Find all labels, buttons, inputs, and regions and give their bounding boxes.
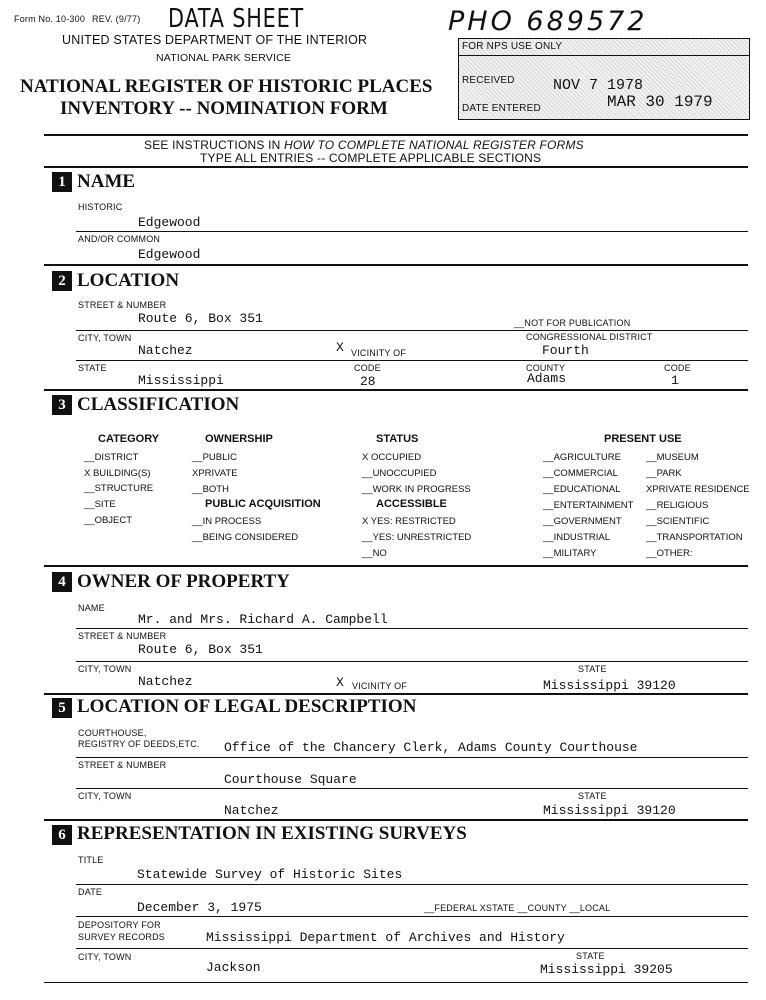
owner-state-value: Mississippi 39120 — [543, 678, 676, 693]
owner-name-value: Mr. and Mrs. Richard A. Campbell — [138, 612, 388, 627]
depository-city-label: CITY, TOWN — [78, 952, 132, 962]
street-number-label: STREET & NUMBER — [78, 300, 167, 310]
section-1-number: 1 — [52, 172, 72, 192]
ownership-heading: OWNERSHIP — [205, 433, 273, 445]
instructions-line1: SEE INSTRUCTIONS IN HOW TO COMPLETE NATIONAL REGISTER FORMS — [144, 138, 584, 152]
section-5-number: 5 — [52, 698, 72, 718]
owner-city-label: CITY, TOWN — [78, 664, 132, 674]
section-6-title: REPRESENTATION IN EXISTING SURVEYS — [77, 823, 467, 844]
received-label: RECEIVED — [462, 75, 515, 86]
county-code-value: 1 — [671, 373, 679, 388]
courthouse-value: Office of the Chancery Clerk, Adams County Courthouse — [224, 740, 638, 755]
state-value: Mississippi — [138, 373, 224, 388]
category-site: __SITE — [84, 499, 116, 510]
state-code-label: CODE — [354, 363, 381, 373]
use-scientific: __SCIENTIFIC — [646, 516, 710, 527]
congressional-district-value: Fourth — [542, 343, 589, 358]
survey-date-label: DATE — [78, 887, 103, 897]
legal-street-value: Courthouse Square — [224, 772, 357, 787]
category-district: __DISTRICT — [84, 452, 139, 463]
legal-state-value: Mississippi 39120 — [543, 803, 676, 818]
survey-levels: __FEDERAL XSTATE __COUNTY __LOCAL — [424, 903, 611, 913]
date-entered-stamp: MAR 30 1979 — [607, 93, 713, 111]
use-park: __PARK — [646, 468, 682, 479]
courthouse-label-line2: REGISTRY OF DEEDS,ETC. — [78, 739, 200, 749]
depository-state-label: STATE — [576, 951, 605, 961]
category-buildings: X BUILDING(S) — [84, 468, 151, 479]
congressional-district-label: CONGRESSIONAL DISTRICT — [526, 332, 653, 342]
status-heading: STATUS — [376, 433, 419, 445]
state-label: STATE — [78, 363, 107, 373]
county-label: COUNTY — [526, 363, 566, 373]
legal-street-label: STREET & NUMBER — [78, 760, 167, 770]
department-name: UNITED STATES DEPARTMENT OF THE INTERIOR — [62, 33, 368, 47]
use-military: __MILITARY — [543, 548, 597, 559]
depository-label-line2: SURVEY RECORDS — [78, 932, 165, 942]
category-structure: __STRUCTURE — [84, 483, 154, 494]
form-title-line1: NATIONAL REGISTER OF HISTORIC PLACES — [20, 76, 433, 97]
use-museum: __MUSEUM — [646, 452, 699, 463]
section-1-title: NAME — [77, 171, 136, 192]
historic-label: HISTORIC — [78, 202, 123, 212]
common-name-value: Edgewood — [138, 247, 201, 262]
courthouse-label-line1: COURTHOUSE, — [78, 728, 147, 738]
depository-label-line1: DEPOSITORY FOR — [78, 920, 161, 930]
owner-city-value: Natchez — [138, 674, 193, 689]
form-number: Form No. 10-300 — [14, 14, 86, 24]
use-private-residence: XPRIVATE RESIDENCE — [646, 484, 750, 495]
depository-value: Mississippi Department of Archives and History — [206, 930, 565, 945]
date-entered-label: DATE ENTERED — [462, 103, 541, 114]
public-acquisition-heading: PUBLIC ACQUISITION — [205, 498, 321, 510]
survey-title-value: Statewide Survey of Historic Sites — [137, 867, 403, 882]
received-date-stamp: NOV 7 1978 — [553, 77, 644, 94]
city-value: Natchez — [138, 343, 193, 358]
depository-state-value: Mississippi 39205 — [540, 962, 673, 977]
legal-city-label: CITY, TOWN — [78, 791, 132, 801]
section-6-number: 6 — [52, 825, 72, 845]
data-sheet-stamp: DATA SHEET — [168, 4, 305, 34]
status-occupied: X OCCUPIED — [362, 452, 422, 463]
present-use-heading: PRESENT USE — [604, 433, 682, 445]
form-revision: REV. (9/77) — [92, 14, 141, 24]
accessible-unrestricted: __YES: UNRESTRICTED — [362, 532, 472, 543]
owner-vicinity-label: VICINITY OF — [352, 681, 408, 691]
service-name: NATIONAL PARK SERVICE — [156, 52, 292, 64]
status-unoccupied: __UNOCCUPIED — [362, 468, 437, 479]
use-government: __GOVERNMENT — [543, 516, 622, 527]
use-other: __OTHER: — [646, 548, 693, 559]
nps-use-label: FOR NPS USE ONLY — [462, 41, 563, 52]
instructions-line2: TYPE ALL ENTRIES -- COMPLETE APPLICABLE SECTIONS — [200, 151, 542, 165]
use-transportation: __TRANSPORTATION — [646, 532, 743, 543]
vicinity-label: VICINITY OF — [351, 348, 407, 358]
city-town-label: CITY, TOWN — [78, 333, 132, 343]
pho-number: PHO 689572 — [448, 6, 648, 37]
category-heading: CATEGORY — [98, 433, 160, 445]
section-2-title: LOCATION — [77, 270, 180, 291]
legal-state-label: STATE — [578, 791, 607, 801]
ownership-private: XPRIVATE — [192, 468, 238, 479]
owner-street-label: STREET & NUMBER — [78, 631, 167, 641]
acquisition-in-process: __IN PROCESS — [192, 516, 262, 527]
form-title-line2: INVENTORY -- NOMINATION FORM — [60, 98, 388, 119]
section-4-title: OWNER OF PROPERTY — [77, 571, 290, 592]
not-for-publication: __NOT FOR PUBLICATION — [514, 318, 631, 328]
category-object: __OBJECT — [84, 515, 133, 526]
owner-street-value: Route 6, Box 351 — [138, 642, 263, 657]
use-industrial: __INDUSTRIAL — [543, 532, 611, 543]
accessible-no: __NO — [362, 548, 387, 559]
common-name-label: AND/OR COMMON — [78, 234, 161, 244]
accessible-heading: ACCESSIBLE — [376, 498, 447, 510]
county-value: Adams — [527, 371, 567, 386]
use-commercial: __COMMERCIAL — [543, 468, 618, 479]
accessible-restricted: X YES: RESTRICTED — [362, 516, 456, 527]
nps-use-box — [458, 38, 750, 120]
survey-title-label: TITLE — [78, 855, 104, 865]
ownership-public: __PUBLIC — [192, 452, 237, 463]
use-religious: __RELIGIOUS — [646, 500, 709, 511]
section-5-title: LOCATION OF LEGAL DESCRIPTION — [77, 696, 417, 717]
survey-date-value: December 3, 1975 — [137, 900, 262, 915]
use-agriculture: __AGRICULTURE — [543, 452, 621, 463]
owner-vicinity-mark: X — [336, 675, 344, 690]
depository-city-value: Jackson — [206, 960, 261, 975]
section-3-number: 3 — [52, 395, 72, 415]
owner-state-label: STATE — [578, 664, 607, 674]
section-3-title: CLASSIFICATION — [77, 394, 240, 415]
acquisition-being-considered: __BEING CONSIDERED — [192, 532, 299, 543]
street-value: Route 6, Box 351 — [138, 311, 263, 326]
use-educational: __EDUCATIONAL — [543, 484, 621, 495]
historic-name-value: Edgewood — [138, 215, 201, 230]
section-4-number: 4 — [52, 572, 72, 592]
state-code-value: 28 — [360, 374, 376, 389]
county-code-label: CODE — [664, 363, 691, 373]
section-2-number: 2 — [52, 271, 72, 291]
status-work-in-progress: __WORK IN PROGRESS — [362, 484, 471, 495]
legal-city-value: Natchez — [224, 803, 279, 818]
ownership-both: __BOTH — [192, 484, 229, 495]
owner-name-label: NAME — [78, 603, 105, 613]
use-entertainment: __ENTERTAINMENT — [543, 500, 634, 511]
vicinity-mark: X — [336, 340, 344, 355]
